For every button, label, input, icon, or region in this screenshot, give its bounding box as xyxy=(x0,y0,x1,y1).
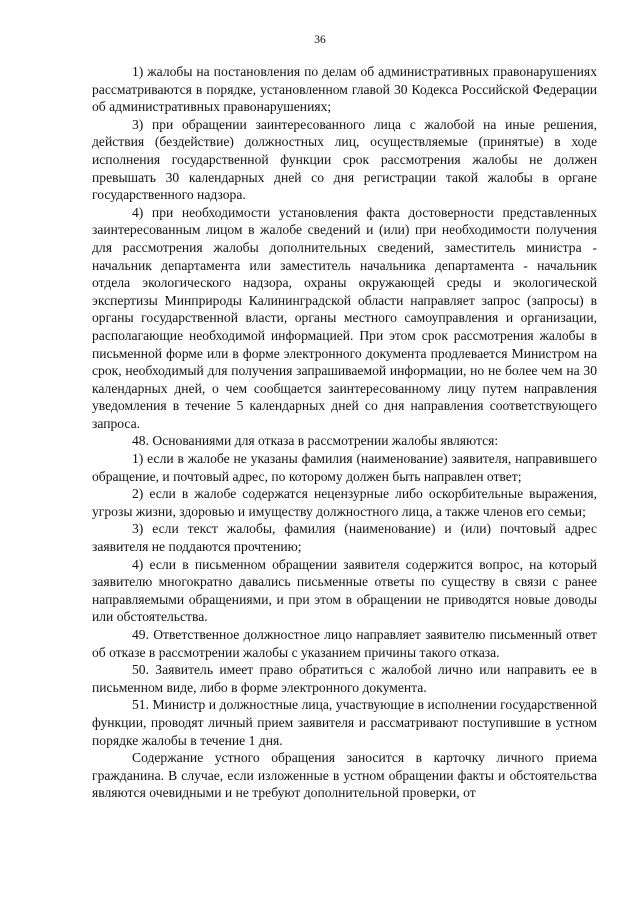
paragraph-refusal-obscene-language: 2) если в жалобе содержатся нецензурные либо оскорбительные выражения, угрозы жизни, здоровью и имуществу должностного лица, а также членов его семьи; xyxy=(92,486,597,519)
paragraph-additional-information-request: 4) при необходимости установления факта достоверности представленных заинтересованным лицом в жалобе сведений и (или) при необходимости получения для рассмотрения жалобы дополнительных сведений, заместитель министра - начальник департамента или заместитель начальника департамента - начальник отдела экологического надзора, охраны окружающей среды и экологической экспертизы Минприроды Калининградской области направляет запрос (запросы) в органы государственной власти, органы местного самоуправления и организации, располагающие необходимой информацией. При этом срок рассмотрения жалобы в письменной форме или в форме электронного документа продлевается Министром на срок, необходимый для получения запрашиваемой информации, но не более чем на 30 календарных дней, о чем сообщается заинтересованному лицу путем направления уведомления в течение 5 календарных дней со дня направления соответствующего запроса. xyxy=(92,204,597,431)
paragraph-50-right-to-complain: 50. Заявитель имеет право обратиться с жалобой лично или направить ее в письменном виде, либо в форме электронного документа. xyxy=(92,662,597,695)
paragraph-49-refusal-notice: 49. Ответственное должностное лицо направляет заявителю письменный ответ об отказе в рассмотрении жалобы с указанием причины такого отказа. xyxy=(92,627,597,660)
paragraph-51-personal-reception: 51. Министр и должностные лица, участвующие в исполнении государственной функции, проводят личный прием заявителя и рассматривают поступившие в устном порядке жалобы в течение 1 дня. xyxy=(92,697,597,748)
paragraph-refusal-repeated-question: 4) если в письменном обращении заявителя содержится вопрос, на который заявителю многократно давались письменные ответы по существу в связи с ранее направляемыми обращениями, и при этом в обращении не приводятся новые доводы или обстоятельства. xyxy=(92,556,597,625)
paragraph-oral-appeal-card: Содержание устного обращения заносится в карточку личного приема гражданина. В случае, если изложенные в устном обращении факты и обстоятельства являются очевидными и не требуют дополнительной проверки, от xyxy=(92,750,597,801)
page-body xyxy=(92,63,597,802)
paragraph-refusal-unreadable-text: 3) если текст жалобы, фамилия (наименование) и (или) почтовый адрес заявителя не поддаются прочтению; xyxy=(92,521,597,555)
paragraph-review-period-30-days: 3) при обращении заинтересованного лица с жалобой на иные решения, действия (бездействие) должностных лиц, осуществляемые (принятые) в ходе исполнения государственной функции срок рассмотрения жалобы не должен превышать 30 календарных дней со дня регистрации такой жалобы в органе государственного надзора. xyxy=(92,116,597,203)
paragraph-complaints-administrative-offences: 1) жалобы на постановления по делам об административных правонарушениях рассматриваются в порядке, установленном главой 30 Кодекса Российской Федерации об административных правонарушениях; xyxy=(92,64,597,115)
paragraph-48-refusal-grounds: 48. Основаниями для отказа в рассмотрении жалобы являются: xyxy=(132,433,499,449)
page-number: 36 xyxy=(314,34,326,46)
paragraph-refusal-no-name-address: 1) если в жалобе не указаны фамилия (наименование) заявителя, направившего обращение, и почтовый адрес, по которому должен быть направлен ответ; xyxy=(92,451,597,484)
